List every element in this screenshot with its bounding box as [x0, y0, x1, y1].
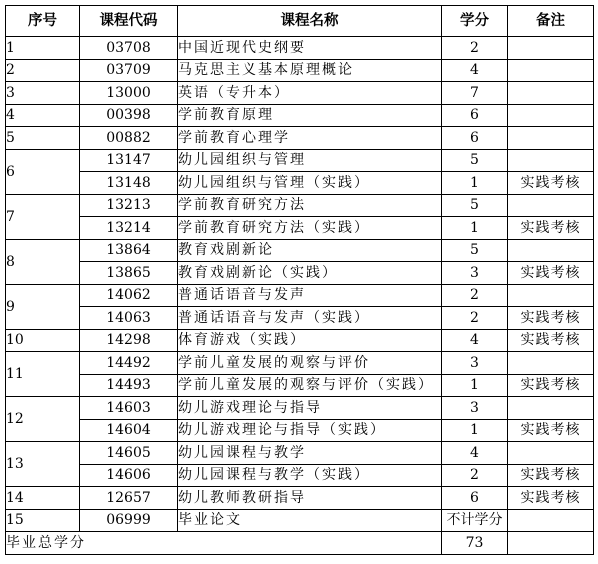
table-row	[6, 509, 594, 532]
table-row	[6, 149, 594, 172]
course-code-cell: 14603	[80, 397, 178, 420]
note-cell: 实践考核	[508, 262, 594, 285]
credit-cell: 2	[442, 284, 508, 307]
credit-cell: 3	[442, 352, 508, 375]
table-row	[6, 127, 594, 150]
course-name-cell: 幼儿园课程与教学（实践）	[178, 464, 442, 487]
note-cell: 实践考核	[508, 487, 594, 510]
note-cell	[508, 239, 594, 262]
course-name-cell: 普通话语音与发声	[178, 284, 442, 307]
course-code-cell: 12657	[80, 487, 178, 510]
course-name-cell: 学前儿童发展的观察与评价（实践）	[178, 374, 442, 397]
course-code-cell: 13864	[80, 239, 178, 262]
table-row	[6, 172, 594, 195]
note-cell	[508, 82, 594, 105]
course-name-cell: 毕业论文	[178, 509, 442, 532]
course-name-cell: 英语（专升本）	[178, 82, 442, 105]
course-name-cell: 教育戏剧新论（实践）	[178, 262, 442, 285]
seq-cell: 3	[6, 82, 80, 105]
note-cell: 实践考核	[508, 419, 594, 442]
table-row	[6, 352, 594, 375]
course-code-cell: 00882	[80, 127, 178, 150]
course-name-cell: 幼儿园课程与教学	[178, 442, 442, 465]
course-name-cell: 学前教育研究方法（实践）	[178, 217, 442, 240]
course-table	[5, 5, 594, 555]
total-note	[508, 532, 594, 555]
seq-cell: 14	[6, 487, 80, 510]
course-name-cell: 马克思主义基本原理概论	[178, 59, 442, 82]
credit-cell: 5	[442, 239, 508, 262]
credit-cell: 4	[442, 442, 508, 465]
seq-cell: 12	[6, 397, 80, 442]
seq-cell: 7	[6, 194, 80, 239]
course-name-cell: 体育游戏（实践）	[178, 329, 442, 352]
note-cell	[508, 149, 594, 172]
note-cell	[508, 127, 594, 150]
note-cell: 实践考核	[508, 329, 594, 352]
course-name-cell: 幼儿游戏理论与指导（实践）	[178, 419, 442, 442]
table-row	[6, 194, 594, 217]
note-cell	[508, 194, 594, 217]
seq-cell: 2	[6, 59, 80, 82]
note-cell: 实践考核	[508, 217, 594, 240]
note-cell: 实践考核	[508, 307, 594, 330]
course-code-cell: 14063	[80, 307, 178, 330]
seq-cell: 6	[6, 149, 80, 194]
credit-cell: 1	[442, 419, 508, 442]
course-code-cell: 14606	[80, 464, 178, 487]
course-code-cell: 13148	[80, 172, 178, 195]
seq-cell: 13	[6, 442, 80, 487]
total-credit: 73	[442, 532, 508, 555]
table-row	[6, 59, 594, 82]
note-cell	[508, 104, 594, 127]
credit-cell: 4	[442, 329, 508, 352]
course-code-cell: 03709	[80, 59, 178, 82]
table-row	[6, 397, 594, 420]
table-row	[6, 419, 594, 442]
header-name: 课程名称	[178, 6, 442, 37]
course-name-cell: 教育戏剧新论	[178, 239, 442, 262]
course-code-cell: 13000	[80, 82, 178, 105]
course-name-cell: 中国近现代史纲要	[178, 37, 442, 60]
course-name-cell: 学前教育原理	[178, 104, 442, 127]
seq-cell: 8	[6, 239, 80, 284]
credit-cell: 2	[442, 464, 508, 487]
note-cell	[508, 397, 594, 420]
course-code-cell: 14492	[80, 352, 178, 375]
header-row	[6, 6, 594, 37]
seq-cell: 5	[6, 127, 80, 150]
table-row	[6, 487, 594, 510]
total-row	[6, 532, 594, 555]
note-cell	[508, 284, 594, 307]
header-credit: 学分	[442, 6, 508, 37]
credit-cell: 1	[442, 374, 508, 397]
seq-cell: 4	[6, 104, 80, 127]
note-cell	[508, 509, 594, 532]
credit-cell: 5	[442, 194, 508, 217]
note-cell	[508, 59, 594, 82]
note-cell: 实践考核	[508, 464, 594, 487]
table-row	[6, 464, 594, 487]
seq-cell: 10	[6, 329, 80, 352]
seq-cell: 15	[6, 509, 80, 532]
note-cell	[508, 37, 594, 60]
course-code-cell: 14298	[80, 329, 178, 352]
credit-cell: 不计学分	[442, 509, 508, 532]
seq-cell: 11	[6, 352, 80, 397]
header-seq: 序号	[6, 6, 80, 37]
table-row	[6, 307, 594, 330]
table-row	[6, 374, 594, 397]
course-name-cell: 幼儿园组织与管理	[178, 149, 442, 172]
course-code-cell: 13147	[80, 149, 178, 172]
credit-cell: 4	[442, 59, 508, 82]
course-code-cell: 13214	[80, 217, 178, 240]
course-name-cell: 幼儿园组织与管理（实践）	[178, 172, 442, 195]
course-code-cell: 14062	[80, 284, 178, 307]
course-code-cell: 14605	[80, 442, 178, 465]
course-name-cell: 学前教育研究方法	[178, 194, 442, 217]
credit-cell: 6	[442, 127, 508, 150]
credit-cell: 1	[442, 217, 508, 240]
course-name-cell: 学前儿童发展的观察与评价	[178, 352, 442, 375]
credit-cell: 6	[442, 104, 508, 127]
credit-cell: 2	[442, 37, 508, 60]
note-cell: 实践考核	[508, 172, 594, 195]
credit-cell: 6	[442, 487, 508, 510]
table-row	[6, 329, 594, 352]
course-table-wrapper	[5, 5, 594, 555]
course-code-cell: 13213	[80, 194, 178, 217]
credit-cell: 1	[442, 172, 508, 195]
course-code-cell: 06999	[80, 509, 178, 532]
credit-cell: 3	[442, 262, 508, 285]
note-cell	[508, 442, 594, 465]
table-row	[6, 262, 594, 285]
course-code-cell: 13865	[80, 262, 178, 285]
table-row	[6, 104, 594, 127]
credit-cell: 7	[442, 82, 508, 105]
course-code-cell: 00398	[80, 104, 178, 127]
course-name-cell: 普通话语音与发声（实践）	[178, 307, 442, 330]
note-cell	[508, 352, 594, 375]
course-name-cell: 幼儿教师教研指导	[178, 487, 442, 510]
table-row	[6, 82, 594, 105]
table-row	[6, 284, 594, 307]
seq-cell: 9	[6, 284, 80, 329]
note-cell: 实践考核	[508, 374, 594, 397]
course-name-cell: 幼儿游戏理论与指导	[178, 397, 442, 420]
course-code-cell: 14493	[80, 374, 178, 397]
credit-cell: 3	[442, 397, 508, 420]
table-row	[6, 442, 594, 465]
course-code-cell: 14604	[80, 419, 178, 442]
header-note: 备注	[508, 6, 594, 37]
table-row	[6, 239, 594, 262]
course-code-cell: 03708	[80, 37, 178, 60]
header-code: 课程代码	[80, 6, 178, 37]
total-label: 毕业总学分	[6, 532, 442, 555]
table-row	[6, 37, 594, 60]
seq-cell: 1	[6, 37, 80, 60]
credit-cell: 5	[442, 149, 508, 172]
credit-cell: 2	[442, 307, 508, 330]
course-name-cell: 学前教育心理学	[178, 127, 442, 150]
course-table-body	[6, 37, 594, 532]
table-row	[6, 217, 594, 240]
